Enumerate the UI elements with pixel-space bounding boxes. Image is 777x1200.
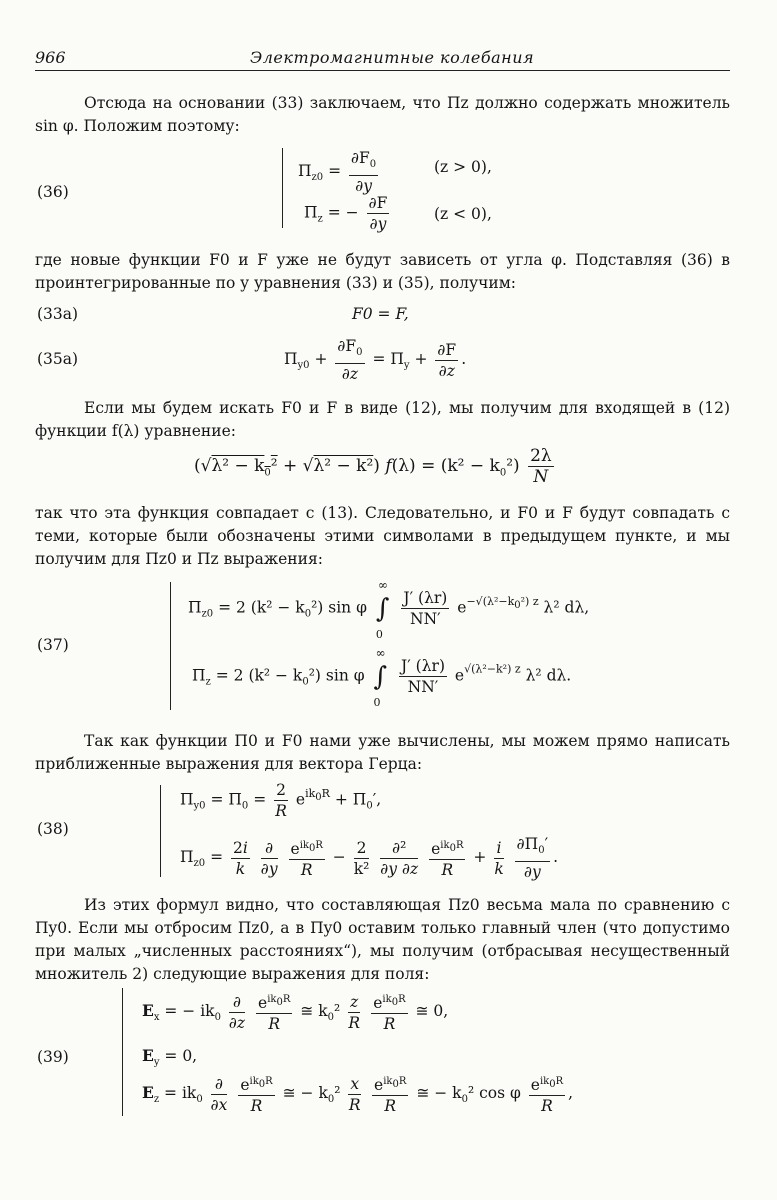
equation-38-line2: $\Pi_{z0}$ = $\frac{2i}{k}$ $\frac{\partial}{\partial y}$ $\frac{e^{ik_0R}}{R}$ − $\frac{2}{\text{k²}}$ $\frac{\text{∂²}}{\partial y \partial z}$ $\frac{e^{ik_0R}}{R}$ + $\frac{i}{k}$ $\frac{\partial\Pi_0'}{\partial y}$ . — [180, 835, 559, 882]
equation-label-39: (39) — [37, 1048, 69, 1066]
equation-36-line1: $\Pi_{z0}$ = $\frac{\partial F_0}{\partial y}$ — [298, 149, 377, 196]
paragraph-2: где новые функции F0 и F уже не будут зависеть от угла φ. Подставляя (36) в проинтегрированные по y уравнения (33) и (35), получим: — [35, 251, 730, 292]
equation-label-36: (36) — [37, 183, 69, 201]
equation-36-cond2: (z < 0), — [434, 205, 492, 223]
equation-37-line1: $\Pi_{z0} = 2$ $(k^2 - k_0^2)$ sin φ ∫ ∞ 0 $\frac{J' (\lambda r)}{NN'}$ $e^{-√(\lambda^2-k_0^2) z}$ λ² dλ, — [188, 577, 590, 641]
running-header — [35, 48, 730, 71]
brace-39 — [122, 988, 123, 1116]
equation-label-33a: (33a) — [37, 305, 79, 323]
equation-label-35a: (35a) — [37, 350, 79, 368]
equation-36-line2: $\Pi_z$ = − $\frac{\partial F}{\partial y}$ — [304, 194, 388, 233]
paragraph-6: Из этих формул видно, что составляющая Πz0 весьма мала по сравнению с Πy0. Если мы отбросим Πz0, а в Πy0 оставим только главный член (что допустимо при малых „численных расстояниях“), мы получим (отбрасывая несущественный множитель 2) следующие выражения для поля: — [35, 896, 730, 983]
equation-39-line3: $E_z = ik_0$ $\frac{\partial}{\partial x}$ $\frac{e^{ik_0R}}{R}$ ≅ − $k_0^2$ $\frac{x}{R}$ $\frac{e^{ik_0R}}{R}$ ≅ − $k_0^2$ cos φ $\frac{e^{ik_0R}}{R}$ , — [142, 1072, 573, 1116]
brace-36 — [282, 148, 283, 228]
running-title: Электромагнитные колебания — [250, 48, 535, 67]
equation-39-line1: $E_x$ = − $ik_0$ $\frac{\partial}{\partial z}$ $\frac{e^{ik_0R}}{R}$ ≅ $k_0^2$ $\frac{z}{R}$ $\frac{e^{ik_0R}}{R}$ ≅ 0, — [142, 990, 448, 1034]
paragraph-5: Так как функции Π0 и F0 нами уже вычислены, мы можем прямо написать приближенные выражения для вектора Герца: — [35, 732, 730, 773]
equation-35a: $\Pi_{y0}$ + $\frac{\partial F_0}{\partial z}$ = $\Pi_y$ + $\frac{\partial F}{\partial z}$ . — [284, 337, 467, 384]
brace-38 — [160, 785, 161, 877]
equation-38-line1: $\Pi_{y0} = \Pi_0$ = $\frac{2}{R}$ $e^{ik_0R} + \Pi_0'$, — [180, 781, 382, 820]
equation-33a: F0 = F, — [352, 305, 409, 323]
paragraph-4: так что эта функция совпадает с (13). Следовательно, и F0 и F будут совпадать с теми, которые были обозначены этими символами в предыдущем пункте, и мы получим для Πz0 и Πz выражения: — [35, 504, 730, 568]
page-number: 966 — [35, 48, 66, 67]
equation-f-lambda: $(√\lambda^2 - k_0^2 + √\lambda^2 - k^2)$ $f(\lambda) = (k^2 - k_0^2)$ $\frac{2\lambda}{N}$ — [194, 446, 552, 487]
equation-37-line2: $\Pi_z = 2$ $(k^2 - k_0^2)$ sin φ ∫ ∞ 0 $\frac{J' (\lambda r)}{NN'}$ $e^{√(\lambda^2-k^2) z}$ λ² dλ. — [192, 645, 572, 709]
equation-label-38: (38) — [37, 820, 69, 838]
equation-36-cond1: (z > 0), — [434, 158, 492, 176]
brace-37 — [170, 582, 171, 710]
paragraph-3: Если мы будем искать F0 и F в виде (12), мы получим для входящей в (12) функции f(λ) уравнение: — [35, 399, 730, 440]
equation-label-37: (37) — [37, 636, 69, 654]
equation-39-line2: $E_y = 0$, — [142, 1046, 198, 1069]
paragraph-1: Отсюда на основании (33) заключаем, что Πz должно содержать множитель sin φ. Положим поэтому: — [35, 94, 730, 135]
